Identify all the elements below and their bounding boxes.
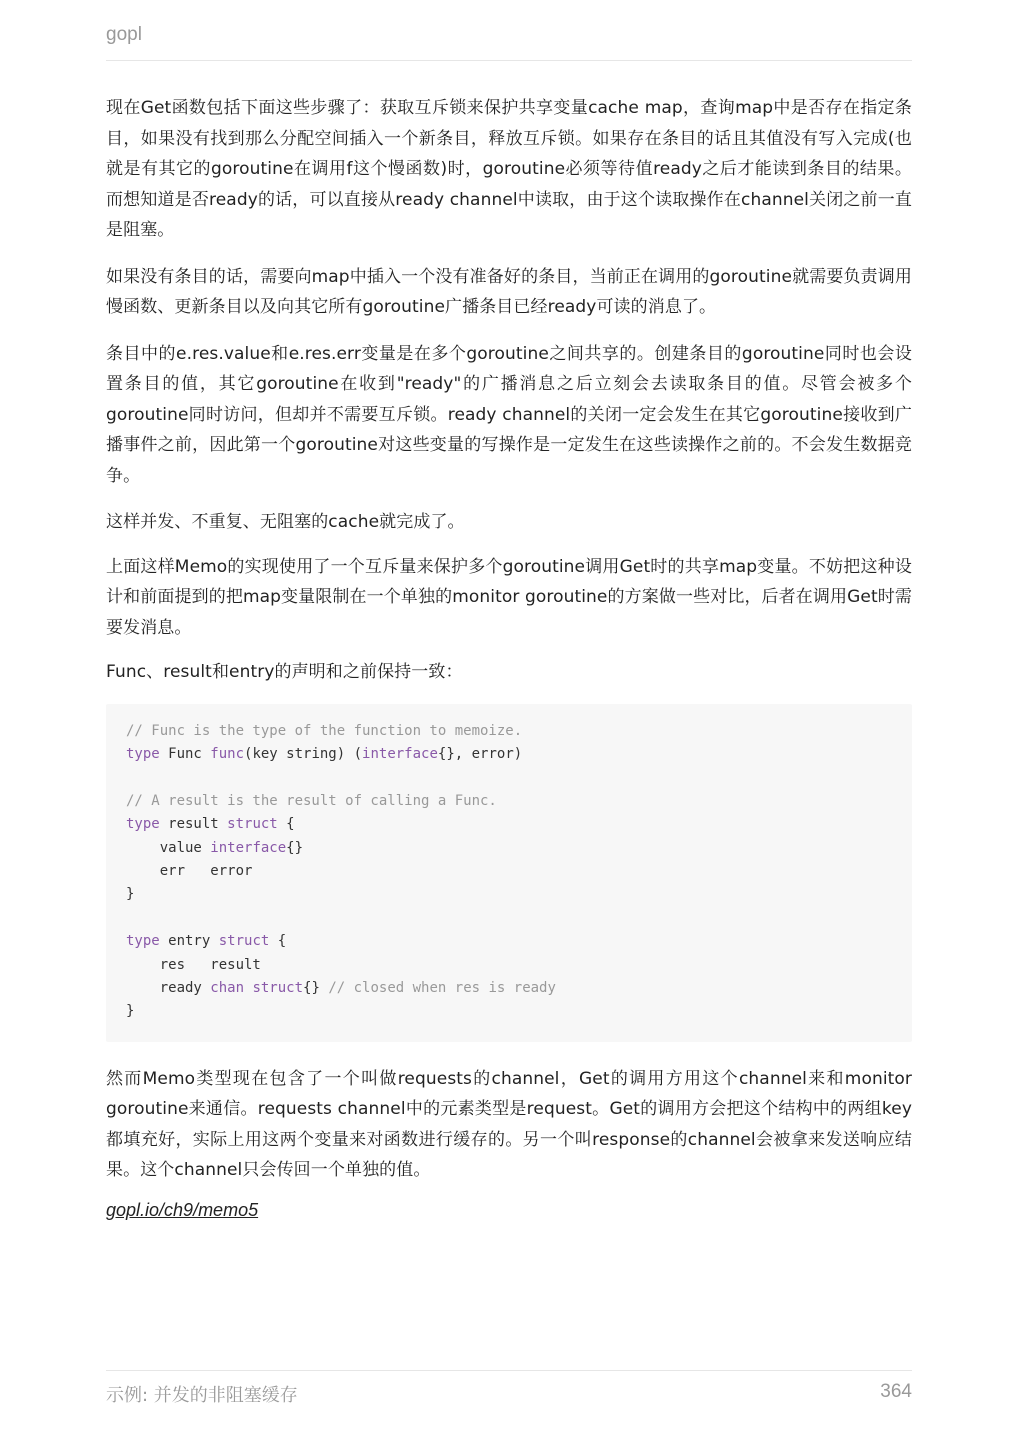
code-text: entry	[159, 933, 219, 950]
code-text: res result	[126, 956, 261, 973]
code-text: }	[126, 886, 135, 903]
code-text: result	[159, 816, 228, 833]
code-keyword: chan	[210, 979, 245, 996]
code-comment: // Func is the type of the function to memoize.	[126, 722, 523, 739]
paragraph-2: 如果没有条目的话，需要向map中插入一个没有准备好的条目，当前正在调用的goroutine就需要负责调用慢函数、更新条目以及向其它所有goroutine广播条目已经ready可读的消息了。	[106, 266, 912, 317]
code-text: err error	[126, 862, 253, 879]
code-text: {}	[303, 979, 329, 996]
code-line	[126, 766, 892, 789]
code-keyword: struct	[252, 979, 304, 996]
paragraph-6: Func、result和entry的声明和之前保持一致：	[106, 662, 463, 682]
code-line	[126, 883, 892, 906]
code-text: {	[277, 816, 295, 833]
page-number: 364	[880, 1381, 912, 1402]
code-line	[126, 860, 892, 883]
code-line	[126, 930, 892, 953]
paragraph-3: 条目中的e.res.value和e.res.err变量是在多个goroutine之间共享的。创建条目的goroutine同时也会设置条目的值，其它goroutine在收到"ready"的广播消息之后立刻会去读取条目的值。尽管会被多个goroutine同时访问，但却并不需要互斥锁。ready channel的关闭一定会发生在其它goroutine接收到广播事件之前，因此第一个goroutine对这些变量的写操作是一定发生在这些读操作之前的。不会发生数据竞争。	[106, 343, 912, 486]
page-content	[106, 93, 912, 1221]
code-block	[106, 704, 912, 1042]
source-link-line	[106, 1200, 912, 1221]
code-keyword: interface	[210, 839, 287, 856]
code-text: (key string) (	[244, 745, 363, 762]
paragraph-7: 然而Memo类型现在包含了一个叫做requests的channel，Get的调用方用这个channel来和monitor goroutine来通信。requests channel中的元素类型是request。Get的调用方会把这个结构中的两组key都填充好，实际上用这两个变量来对函数进行缓存的。另一个叫response的channel会被拿来发送响应结果。这个channel只会传回一个单独的值。	[106, 1068, 912, 1181]
code-text: {}, error)	[437, 745, 523, 762]
code-line	[126, 977, 892, 1000]
code-line	[126, 907, 892, 930]
book-title: gopl	[106, 24, 142, 45]
code-line	[126, 720, 892, 743]
section-title: 示例: 并发的非阻塞缓存	[106, 1385, 298, 1406]
code-keyword: type	[126, 933, 160, 950]
paragraph-1: 现在Get函数包括下面这些步骤了：获取互斥锁来保护共享变量cache map，查询map中是否存在指定条目，如果没有找到那么分配空间插入一个新条目，释放互斥锁。如果存在条目的话且其值没有写入完成(也就是有其它的goroutine在调用f这个慢函数)时，goroutine必须等待值ready之后才能读到条目的结果。而想知道是否ready的话，可以直接从ready channel中读取，由于这个读取操作在channel关闭之前一直是阻塞。	[106, 98, 912, 240]
code-comment: // closed when res is ready	[328, 979, 556, 996]
code-text: Func	[159, 745, 211, 762]
code-line	[126, 1000, 892, 1023]
code-line	[126, 813, 892, 836]
code-comment: // A result is the result of calling a Func.	[126, 792, 497, 809]
page-header	[106, 24, 912, 61]
code-keyword: func	[210, 745, 245, 762]
code-line	[126, 954, 892, 977]
code-line	[126, 790, 892, 813]
code-text: ready	[126, 979, 211, 996]
code-text: }	[126, 1003, 135, 1020]
page-footer	[106, 1370, 912, 1411]
code-line	[126, 743, 892, 766]
code-line	[126, 837, 892, 860]
code-keyword: type	[126, 816, 160, 833]
code-keyword: interface	[362, 745, 438, 762]
code-keyword: struct	[218, 933, 270, 950]
code-text: {}	[286, 839, 304, 856]
code-keyword: type	[126, 745, 160, 762]
code-text: {	[269, 933, 287, 950]
source-link[interactable]: gopl.io/ch9/memo5	[106, 1199, 259, 1220]
paragraph-5: 上面这样Memo的实现使用了一个互斥量来保护多个goroutine调用Get时的共享map变量。不妨把这种设计和前面提到的把map变量限制在一个单独的monitor goroutine的方案做一些对比，后者在调用Get时需要发消息。	[106, 556, 912, 638]
code-keyword: struct	[227, 816, 278, 833]
code-text: value	[126, 839, 211, 856]
paragraph-4: 这样并发、不重复、无阻塞的cache就完成了。	[106, 512, 465, 532]
